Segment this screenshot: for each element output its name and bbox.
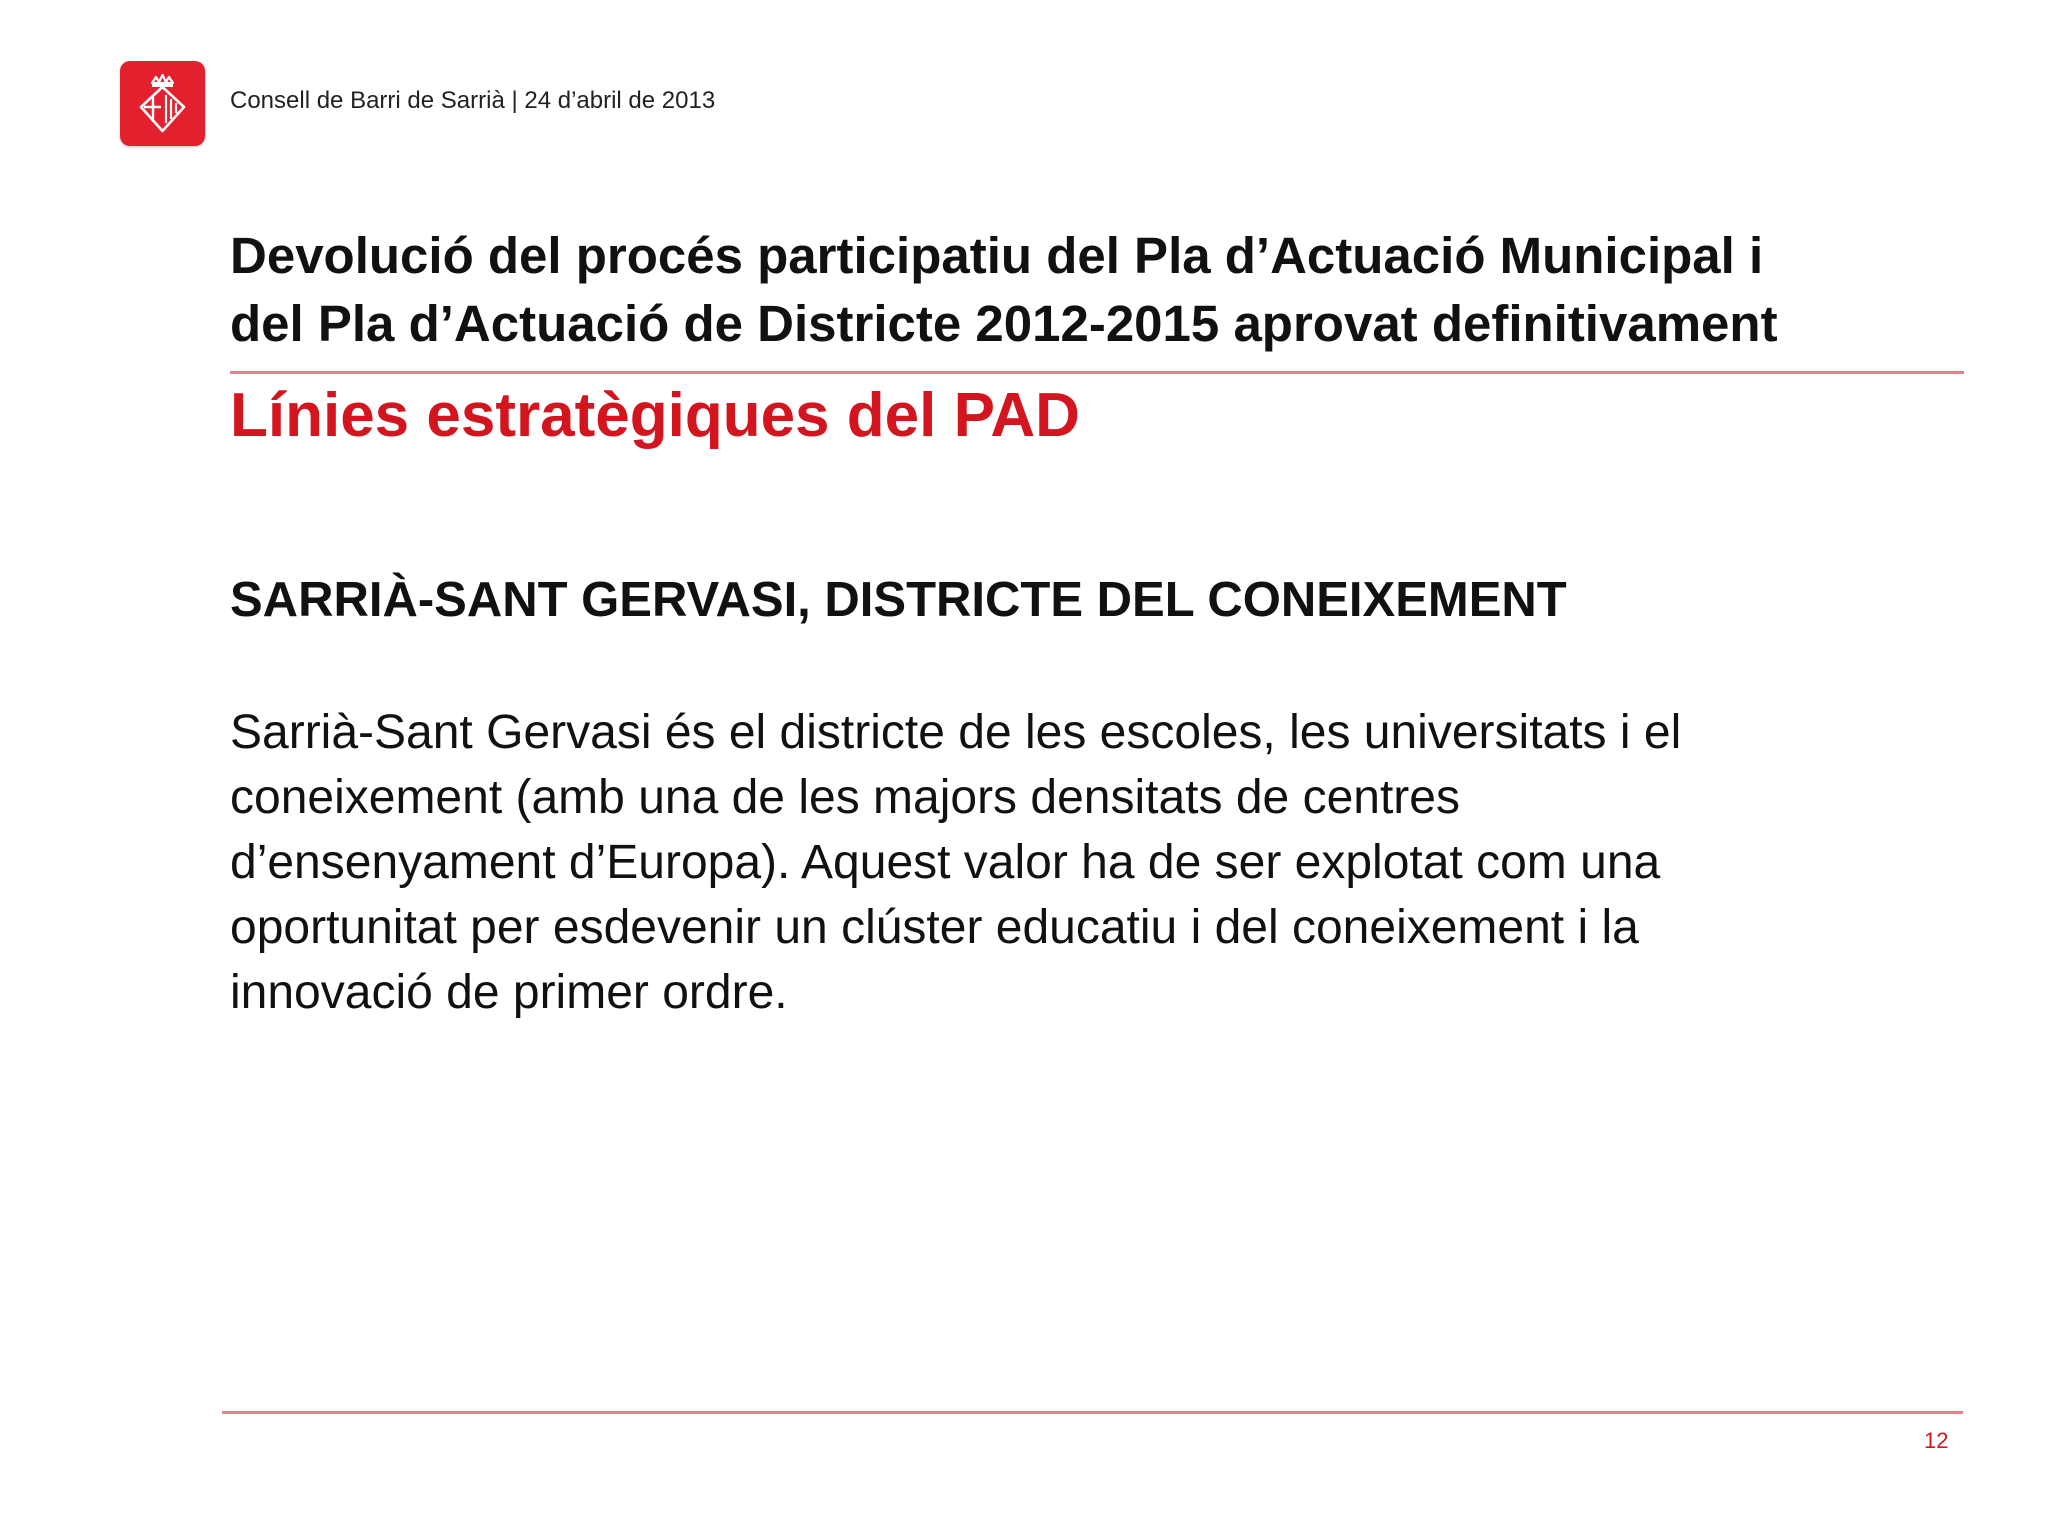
page-title-line-2: del Pla d’Actuació de Districte 2012-2015 aprovat definitivament (230, 295, 1778, 352)
section-body-line: coneixement (amb una de les majors densitats de centres (230, 771, 1460, 824)
section-body-line: oportunitat per esdevenir un clúster educatiu i del coneixement i la (230, 901, 1639, 954)
header-meeting-info: Consell de Barri de Sarrià | 24 d’abril de 2013 (230, 87, 716, 114)
barcelona-logo (120, 61, 205, 146)
page-number: 12 (1924, 1428, 1949, 1453)
section-heading: SARRIÀ-SANT GERVASI, DISTRICTE DEL CONEIXEMENT (230, 573, 1567, 627)
section-body-line: innovació de primer ordre. (230, 966, 788, 1019)
section-body-line: Sarrià-Sant Gervasi és el districte de les escoles, les universitats i el (230, 706, 1682, 759)
title-divider (230, 371, 1964, 374)
section-body (230, 700, 1990, 1025)
page-title (230, 222, 2000, 358)
page-title-line-1: Devolució del procés participatiu del Pla d’Actuació Municipal i (230, 227, 1764, 284)
section-body-line: d’ensenyament d’Europa). Aquest valor ha de ser explotat com una (230, 836, 1661, 889)
barcelona-coat-of-arms-icon (120, 61, 205, 146)
page-subtitle: Línies estratègiques del PAD (230, 381, 1080, 450)
footer-divider (222, 1411, 1963, 1414)
